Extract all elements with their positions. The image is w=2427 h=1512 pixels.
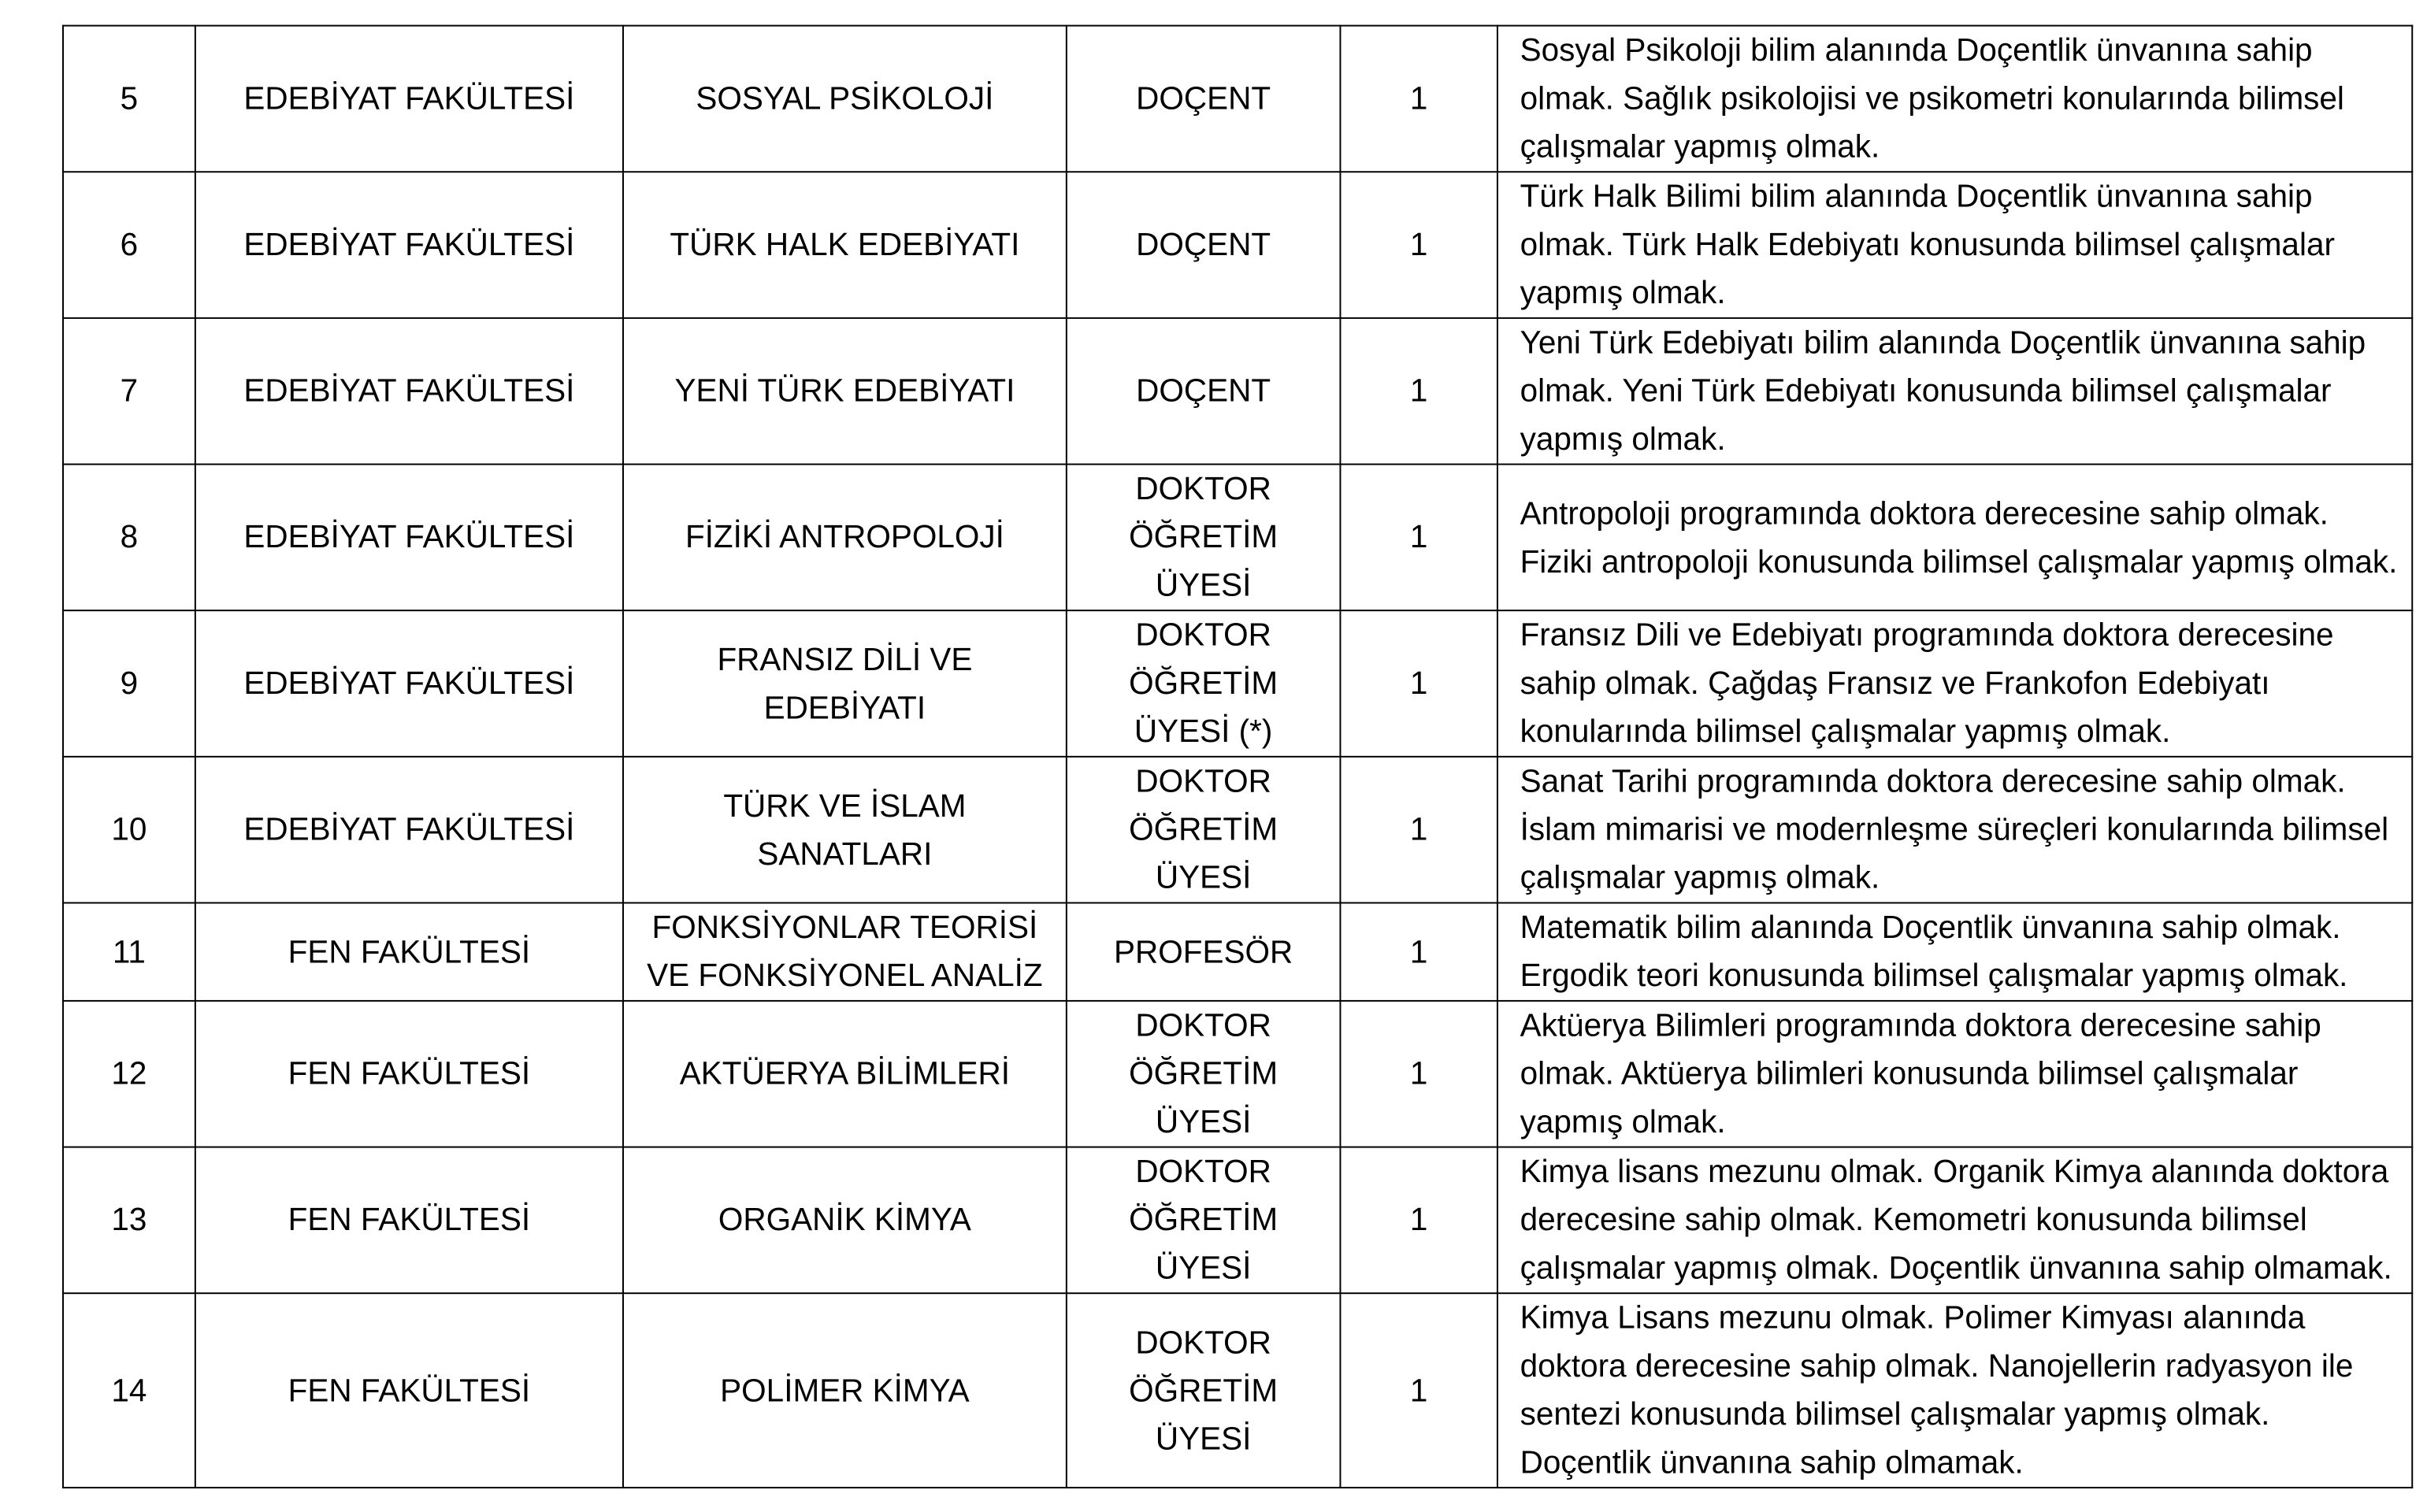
academic-title-cell: DOKTOR ÖĞRETİM ÜYESİ: [1067, 1293, 1341, 1488]
row-number-cell: 7: [63, 318, 195, 465]
table-row: [63, 1293, 2412, 1488]
academic-title-cell: DOÇENT: [1067, 172, 1341, 318]
table-row: [63, 318, 2412, 465]
department-cell: ORGANİK KİMYA: [623, 1147, 1067, 1294]
academic-title-cell: PROFESÖR: [1067, 902, 1341, 1000]
position-count-cell: 1: [1340, 610, 1497, 757]
faculty-cell: EDEBİYAT FAKÜLTESİ: [195, 26, 623, 172]
position-count-cell: 1: [1340, 1001, 1497, 1147]
faculty-cell: EDEBİYAT FAKÜLTESİ: [195, 172, 623, 318]
row-number-cell: 10: [63, 757, 195, 903]
department-cell: SOSYAL PSİKOLOJİ: [623, 26, 1067, 172]
position-count-cell: 1: [1340, 318, 1497, 465]
requirements-cell: Matematik bilim alanında Doçentlik ünvanına sahip olmak. Ergodik teori konusunda bilimsel çalışmalar yapmış olmak.: [1497, 902, 2412, 1000]
row-number-cell: 11: [63, 902, 195, 1000]
academic-title-cell: DOKTOR ÖĞRETİM ÜYESİ: [1067, 465, 1341, 611]
table-row: [63, 1001, 2412, 1147]
requirements-cell: Yeni Türk Edebiyatı bilim alanında Doçentlik ünvanına sahip olmak. Yeni Türk Edebiyatı konusunda bilimsel çalışmalar yapmış olmak.: [1497, 318, 2412, 465]
faculty-cell: FEN FAKÜLTESİ: [195, 902, 623, 1000]
table-row: [63, 172, 2412, 318]
faculty-cell: EDEBİYAT FAKÜLTESİ: [195, 757, 623, 903]
requirements-cell: Türk Halk Bilimi bilim alanında Doçentlik ünvanına sahip olmak. Türk Halk Edebiyatı konusunda bilimsel çalışmalar yapmış olmak.: [1497, 172, 2412, 318]
row-number-cell: 14: [63, 1293, 195, 1488]
department-cell: TÜRK VE İSLAM SANATLARI: [623, 757, 1067, 903]
department-cell: AKTÜERYA BİLİMLERİ: [623, 1001, 1067, 1147]
row-number-cell: 12: [63, 1001, 195, 1147]
academic-title-cell: DOKTOR ÖĞRETİM ÜYESİ (*): [1067, 610, 1341, 757]
requirements-cell: Aktüerya Bilimleri programında doktora derecesine sahip olmak. Aktüerya bilimleri konusunda bilimsel çalışmalar yapmış olmak.: [1497, 1001, 2412, 1147]
academic-title-cell: DOKTOR ÖĞRETİM ÜYESİ: [1067, 1147, 1341, 1294]
department-cell: FONKSİYONLAR TEORİSİ VE FONKSİYONEL ANALİZ: [623, 902, 1067, 1000]
position-count-cell: 1: [1340, 465, 1497, 611]
table-row: [63, 902, 2412, 1000]
row-number-cell: 9: [63, 610, 195, 757]
department-cell: FRANSIZ DİLİ VE EDEBİYATI: [623, 610, 1067, 757]
requirements-cell: Sanat Tarihi programında doktora derecesine sahip olmak. İslam mimarisi ve modernleşme süreçleri konularında bilimsel çalışmalar yapmış olmak.: [1497, 757, 2412, 903]
department-cell: FİZİKİ ANTROPOLOJİ: [623, 465, 1067, 611]
department-cell: TÜRK HALK EDEBİYATI: [623, 172, 1067, 318]
row-number-cell: 13: [63, 1147, 195, 1294]
position-count-cell: 1: [1340, 757, 1497, 903]
requirements-cell: Sosyal Psikoloji bilim alanında Doçentlik ünvanına sahip olmak. Sağlık psikolojisi ve psikometri konularında bilimsel çalışmalar yapmış olmak.: [1497, 26, 2412, 172]
table-row: [63, 1147, 2412, 1294]
position-count-cell: 1: [1340, 26, 1497, 172]
faculty-cell: FEN FAKÜLTESİ: [195, 1147, 623, 1294]
row-number-cell: 5: [63, 26, 195, 172]
department-cell: YENİ TÜRK EDEBİYATI: [623, 318, 1067, 465]
faculty-cell: EDEBİYAT FAKÜLTESİ: [195, 465, 623, 611]
position-count-cell: 1: [1340, 1293, 1497, 1488]
academic-title-cell: DOKTOR ÖĞRETİM ÜYESİ: [1067, 1001, 1341, 1147]
academic-title-cell: DOKTOR ÖĞRETİM ÜYESİ: [1067, 757, 1341, 903]
table-row: [63, 757, 2412, 903]
faculty-cell: FEN FAKÜLTESİ: [195, 1293, 623, 1488]
requirements-cell: Fransız Dili ve Edebiyatı programında doktora derecesine sahip olmak. Çağdaş Fransız ve Frankofon Edebiyatı konularında bilimsel çalışmalar yapmış olmak.: [1497, 610, 2412, 757]
faculty-cell: FEN FAKÜLTESİ: [195, 1001, 623, 1147]
position-count-cell: 1: [1340, 902, 1497, 1000]
positions-table: [62, 25, 2413, 1488]
faculty-cell: EDEBİYAT FAKÜLTESİ: [195, 610, 623, 757]
requirements-cell: Antropoloji programında doktora derecesine sahip olmak. Fiziki antropoloji konusunda bilimsel çalışmalar yapmış olmak.: [1497, 465, 2412, 611]
position-count-cell: 1: [1340, 172, 1497, 318]
department-cell: POLİMER KİMYA: [623, 1293, 1067, 1488]
academic-title-cell: DOÇENT: [1067, 26, 1341, 172]
row-number-cell: 8: [63, 465, 195, 611]
requirements-cell: Kimya lisans mezunu olmak. Organik Kimya alanında doktora derecesine sahip olmak. Kemometri konusunda bilimsel çalışmalar yapmış olmak. Doçentlik ünvanına sahip olmamak.: [1497, 1147, 2412, 1294]
requirements-cell: Kimya Lisans mezunu olmak. Polimer Kimyası alanında doktora derecesine sahip olmak. Nanojellerin radyasyon ile sentezi konusunda bilimsel çalışmalar yapmış olmak. Doçentlik ünvanına sahip olmamak.: [1497, 1293, 2412, 1488]
academic-title-cell: DOÇENT: [1067, 318, 1341, 465]
faculty-cell: EDEBİYAT FAKÜLTESİ: [195, 318, 623, 465]
position-count-cell: 1: [1340, 1147, 1497, 1294]
table-row: [63, 610, 2412, 757]
table-row: [63, 26, 2412, 172]
row-number-cell: 6: [63, 172, 195, 318]
table-row: [63, 465, 2412, 611]
